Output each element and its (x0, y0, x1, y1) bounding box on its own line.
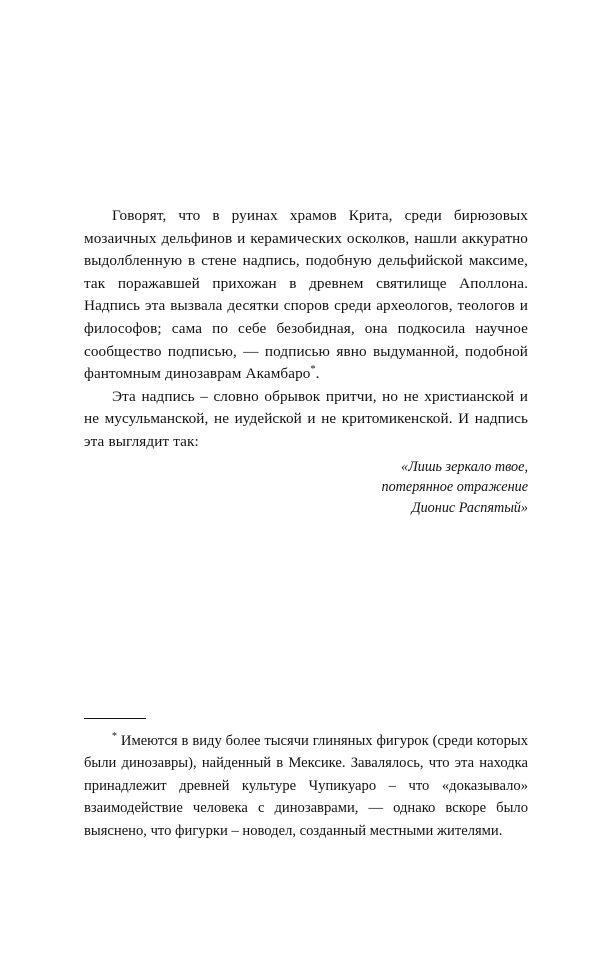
epigraph-line-3: Дионис Распятый» (411, 499, 528, 516)
footnote-text (84, 730, 528, 842)
footnote-body: Имеются в виду более тысячи глиняных фигурок (среди которых были динозавры), найденный в Мексике. Завалялось, что эта находка принадлежит древней культуре Чупикуаро – что «доказывало» взаимодействие человека с динозаврами, — однако вскоре было выяснено, что фигурки – новодел, созданный местными жителями. (84, 733, 528, 839)
epigraph (84, 457, 528, 519)
epigraph-line-2: потерянное отражение (381, 479, 528, 496)
footnote-separator-rule (84, 718, 146, 719)
epigraph-line-1: «Лишь зеркало твое, (401, 458, 528, 475)
paragraph-first: Говорят, что в руинах храмов Крита, среди бирюзовых мозаичных дельфинов и керамических осколков, нашли аккуратно выдолбленную в стене надпись, подобную дельфийской максиме, так поражавшей прихожан в древнем святилище Аполлона. Надпись эта вызвала десятки споров среди археологов, теологов и философов; сама по себе безобидная, она подкосила научное сообщество подписью, — подписью явно выдуманной, подобной фантомным динозаврам Акамбаро*. (84, 207, 528, 383)
paragraph-first-text: Говорят, что в руинах храмов Крита, среди бирюзовых мозаичных дельфинов и керамических осколков, нашли аккуратно выдолбленную в стене надпись, подобную дельфийской максиме, так поражавшей прихожан в древнем святилище Аполлона. Надпись эта вызвала десятки споров среди археологов, теологов и философов; сама по себе безобидная, она подкосила научное сообщество подписью, — подписью явно выдуманной, подобной фантомным динозаврам Акамбаро (84, 207, 528, 383)
footnote-block (84, 718, 528, 842)
page-body (84, 205, 528, 518)
paragraph-second: Эта надпись – словно обрывок притчи, но не христианской и не мусульманской, не иудейской и не критомикенской. И надпись эта выглядит так: (84, 387, 528, 450)
footnote-marker: * (112, 731, 117, 743)
footnote-reference-marker: * (310, 364, 316, 376)
